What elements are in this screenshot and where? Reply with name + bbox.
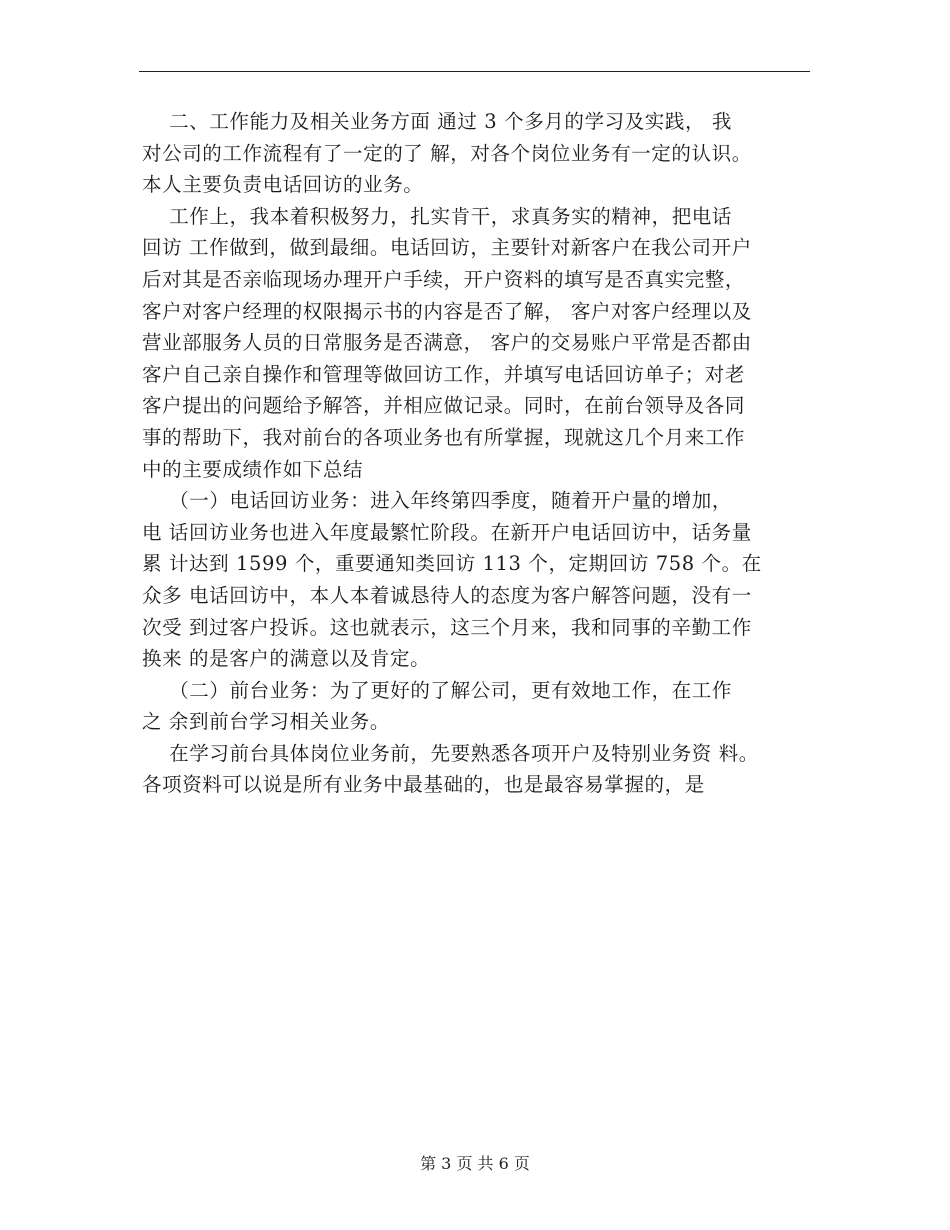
body-line: 次受 到过客户投诉。这也就表示，这三个月来，我和同事的辛勤工作: [142, 615, 752, 639]
body-line: 回访 工作做到，做到最细。电话回访，主要针对新客户在我公司开户: [142, 236, 752, 260]
body-line: 累 计达到 1599 个，重要通知类回访 113 个，定期回访 758 个。在: [142, 552, 762, 576]
body-line: 电 话回访业务也进入年度最繁忙阶段。在新开户电话回访中，话务量: [142, 520, 752, 544]
body-line: 二、工作能力及相关业务方面 通过 3 个多月的学习及实践， 我: [142, 110, 732, 133]
body-line: （一）电话回访业务：进入年终第四季度，随着开户量的增加，: [142, 489, 732, 513]
body-line: 事的帮助下，我对前台的各项业务也有所掌握，现就这几个月来工作: [142, 425, 746, 449]
body-line: （二）前台业务：为了更好的了解公司，更有效地工作，在工作: [142, 678, 732, 702]
body-line: 各项资料可以说是所有业务中最基础的，也是最容易掌握的，是: [142, 773, 705, 797]
body-line: 众多 电话回访中，本人本着诚恳待人的态度为客户解答问题，没有一: [142, 583, 752, 607]
body-line: 客户提出的问题给予解答，并相应做记录。同时，在前台领导及各同: [142, 394, 746, 418]
body-line: 客户自己亲自操作和管理等做回访工作，并填写电话回访单子；对老: [142, 362, 746, 386]
body-line: 在学习前台具体岗位业务前，先要熟悉各项开户及特别业务资 料。: [142, 741, 759, 765]
body-line: 本人主要负责电话回访的业务。: [142, 173, 424, 197]
document-body: [142, 106, 842, 801]
body-line: 对公司的工作流程有了一定的了 解，对各个岗位业务有一定的认识。: [142, 141, 752, 165]
body-line: 换来 的是客户的满意以及肯定。: [142, 647, 431, 671]
header-rule: [139, 71, 810, 72]
body-line: 工作上，我本着积极努力，扎实肯干，求真务实的精神，把电话: [142, 204, 732, 228]
body-line: 后对其是否亲临现场办理开户手续，开户资料的填写是否真实完整，: [142, 267, 746, 291]
body-line: 营业部服务人员的日常服务是否满意， 客户的交易账户平常是否都由: [142, 331, 752, 355]
body-line: 之 余到前台学习相关业务。: [142, 710, 390, 734]
body-line: 客户对客户经理的权限揭示书的内容是否了解， 客户对客户经理以及: [142, 299, 752, 323]
page-number: 第 3 页 共 6 页: [420, 1154, 530, 1173]
body-line: 中的主要成绩作如下总结: [142, 457, 364, 481]
